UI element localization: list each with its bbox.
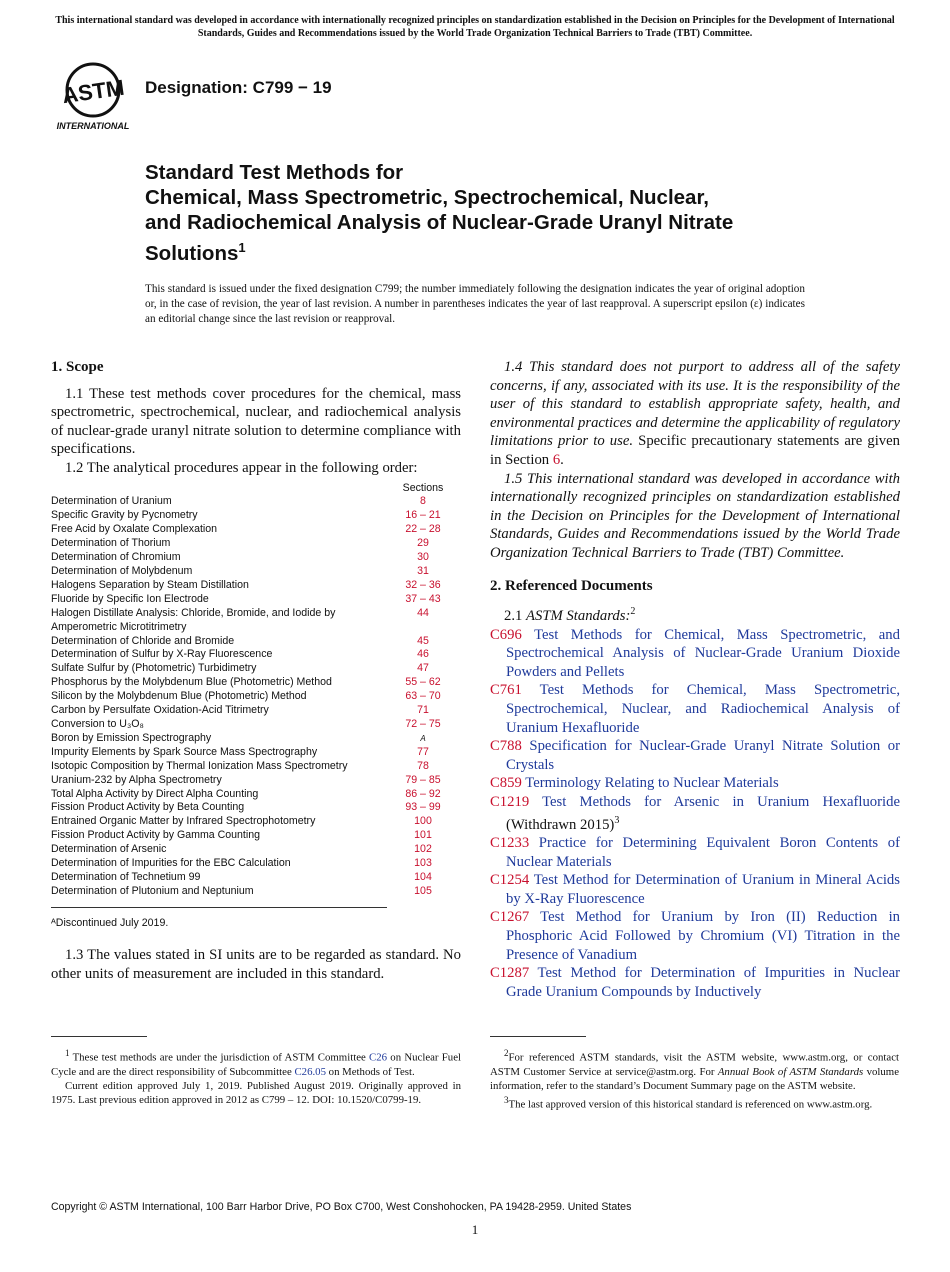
reference-note-mark: 3	[614, 814, 620, 826]
reference-code-link[interactable]: C1287	[490, 965, 530, 982]
procedure-name: Determination of Chloride and Bromide	[51, 634, 235, 647]
table-row	[51, 621, 453, 635]
sub-prefix: 2.1	[504, 608, 527, 625]
procedure-sections[interactable]: 8	[420, 495, 426, 508]
section-heading-scope: 1. Scope	[51, 359, 104, 375]
left-column	[51, 358, 461, 984]
table-row	[51, 815, 453, 829]
paragraph-1-4	[490, 358, 900, 470]
procedure-sections[interactable]: 71	[417, 704, 429, 717]
procedure-sections[interactable]: 55 – 62	[405, 676, 441, 689]
paragraph-1-5: 1.5 This international standard was developed in accordance with internationally recognized principles on standardization established in the Decision on Principles for the Development of International Standards, Guides and Recommendations issued by the World Trade Organization Technical Barriers to Trade (TBT) Committee.	[490, 470, 900, 561]
procedure-name: Conversion to U₃O₈	[51, 717, 144, 730]
paragraph-1-4-italic: 1.4 This standard does not purport to address all of the safety concerns, if any, associated with its use. It is the responsibility of the user of this standard to establish appropriate safety, health, and environmental practices and determine the applicability of regulatory limitations prior to use.	[490, 359, 900, 450]
title-footnote-mark: 1	[238, 240, 246, 255]
procedure-name: Total Alpha Activity by Direct Alpha Counting	[51, 787, 259, 800]
procedure-sections	[393, 621, 453, 635]
table-row	[51, 495, 453, 509]
title-line: Chemical, Mass Spectrometric, Spectrochemical, Nuclear,	[145, 186, 709, 209]
reference-code-link[interactable]: C1254	[490, 872, 530, 889]
procedure-name: Entrained Organic Matter by Infrared Spectrophotometry	[51, 815, 316, 828]
astm-logo	[52, 56, 134, 132]
sub-label: ASTM Standards:	[526, 608, 631, 625]
procedure-sections[interactable]: 63 – 70	[405, 690, 441, 703]
procedure-sections[interactable]: 16 – 21	[405, 509, 441, 522]
procedure-sections[interactable]: 77	[417, 745, 429, 758]
paragraph-1-1: 1.1 These test methods cover procedures for the chemical, mass spectrometric, spectrochemical, nuclear, and radiochemical analysis of nuclear-grade uranyl nitrate solution to determine compliance with specifications.	[51, 385, 461, 458]
procedure-sections[interactable]: 46	[417, 648, 429, 661]
reference-title-link[interactable]: Test Methods for Chemical, Mass Spectrometric, and Spectrochemical Analysis of Nuclear-Grade Uranium Dioxide Powders and Pellets	[506, 626, 900, 680]
procedure-sections[interactable]: 37 – 43	[405, 592, 441, 605]
table-row	[51, 871, 453, 885]
procedure-sections[interactable]: 79 – 85	[405, 773, 441, 786]
procedure-sections[interactable]: 100	[414, 815, 432, 828]
list-item	[490, 871, 900, 908]
procedure-name: Boron by Emission Spectrography	[51, 731, 212, 744]
procedure-sections[interactable]: 86 – 92	[405, 787, 441, 800]
reference-code-link[interactable]: C788	[490, 738, 522, 755]
procedure-name: Fission Product Activity by Gamma Counting	[51, 829, 261, 842]
procedure-name: Phosphorus by the Molybdenum Blue (Photometric) Method	[51, 676, 332, 689]
table-row	[51, 885, 453, 899]
footnote-1	[51, 1046, 461, 1079]
table-row	[51, 551, 453, 565]
svg-text:INTERNATIONAL: INTERNATIONAL	[56, 121, 130, 131]
footnote-mark: 3	[504, 1095, 509, 1106]
table-row	[51, 746, 453, 760]
table-note: ᴬDiscontinued July 2019.	[51, 916, 169, 929]
sections-column-header: Sections	[402, 481, 444, 494]
procedure-name: Determination of Uranium	[51, 495, 172, 508]
list-item	[490, 793, 900, 834]
committee-c26-link[interactable]: C26	[369, 1051, 388, 1064]
table-row	[51, 829, 453, 843]
reference-title-link[interactable]: Specification for Nuclear-Grade Uranyl Nitrate Solution or Crystals	[506, 738, 901, 773]
procedure-sections[interactable]: 29	[417, 537, 429, 550]
header-notice: This international standard was developed in accordance with internationally recognized principles on standardization established in the Decision on Principles for the Development of International Standards, Guides and Recommendations issued by the World Trade Organization Technical Barriers to Trade (TBT) Committee.	[55, 15, 895, 39]
table-row	[51, 704, 453, 718]
procedure-name: Determination of Thorium	[51, 537, 171, 550]
paragraph-1-2: 1.2 The analytical procedures appear in the following order:	[65, 459, 418, 476]
procedure-name: Fission Product Activity by Beta Counting	[51, 801, 245, 814]
table-row	[51, 523, 453, 537]
procedure-sections[interactable]: 72 – 75	[405, 717, 441, 730]
svg-text:ASTM: ASTM	[60, 74, 126, 109]
table-row	[51, 607, 453, 621]
table-row	[51, 579, 453, 593]
table-row	[51, 718, 453, 732]
designation: Designation: C799 − 19	[145, 78, 332, 97]
procedure-name: Determination of Arsenic	[51, 843, 167, 856]
procedure-name: Specific Gravity by Pycnometry	[51, 509, 198, 522]
procedure-name: Sulfate Sulfur by (Photometric) Turbidimetry	[51, 662, 257, 675]
footnotes-right	[490, 1046, 899, 1112]
footnote-text: The last approved version of this historical standard is referenced on www.astm.org.	[508, 1098, 873, 1111]
reference-title-link[interactable]: Test Methods for Chemical, Mass Spectrometric, Spectrochemical, Nuclear, and Radiochemical Analysis of Uranium Hexafluoride	[506, 682, 900, 736]
table-row	[51, 857, 453, 871]
footnote-italic: Annual Book of ASTM Standards	[717, 1065, 864, 1078]
reference-list	[490, 626, 900, 1002]
sub-footnote-mark: 2	[630, 606, 636, 618]
reference-title-link[interactable]: Terminology Relating to Nuclear Materials	[525, 775, 779, 792]
table-row	[51, 537, 453, 551]
procedure-name: Determination of Molybdenum	[51, 565, 193, 577]
table-row	[51, 593, 453, 607]
procedure-name: Determination of Technetium 99	[51, 870, 201, 883]
copyright: Copyright © ASTM International, 100 Barr Harbor Drive, PO Box C700, West Conshohocken, PA 19428-2959. United States	[51, 1201, 632, 1213]
procedure-sections[interactable]: 103	[414, 857, 432, 870]
procedure-name: Impurity Elements by Spark Source Mass Spectrography	[51, 745, 318, 758]
reference-code-link[interactable]: C761	[490, 682, 522, 699]
reference-code-link[interactable]: C1267	[490, 909, 530, 926]
list-item	[490, 626, 900, 682]
procedure-name: Determination of Sulfur by X-Ray Fluorescence	[51, 648, 273, 661]
list-item	[490, 964, 900, 1001]
table-row	[51, 760, 453, 774]
procedure-name: Free Acid by Oxalate Complexation	[51, 523, 218, 536]
procedure-sections[interactable]: 44	[417, 606, 429, 619]
list-item	[490, 681, 900, 737]
list-item	[490, 774, 900, 793]
procedure-name: Determination of Plutonium and Neptunium	[51, 884, 254, 897]
reference-title-link[interactable]: Test Method for Determination of Uranium in Mineral Acids by X-Ray Fluorescence	[506, 872, 900, 907]
reference-title-link[interactable]: Test Method for Uranium by Iron (II) Reduction in Phosphoric Acid Followed by Chromium (VI) Titration in the Presence of Vanadium	[506, 909, 900, 963]
procedure-sections[interactable]: 22 – 28	[405, 523, 441, 536]
reference-title-link[interactable]: Practice for Determining Equivalent Boron Contents of Nuclear Materials	[506, 835, 900, 870]
reference-code-link[interactable]: C1219	[490, 793, 530, 810]
procedure-name: Halogens Separation by Steam Distillation	[51, 578, 249, 591]
footnote-rule-left	[51, 1036, 147, 1037]
title-line: and Radiochemical Analysis of Nuclear-Grade Uranyl Nitrate	[145, 211, 734, 234]
procedure-name: Halogen Distillate Analysis: Chloride, Bromide, and Iodide by	[51, 606, 336, 619]
procedure-sections[interactable]: 32 – 36	[405, 578, 441, 591]
procedure-name: Uranium-232 by Alpha Spectrometry	[51, 773, 222, 786]
procedure-sections[interactable]: 78	[417, 759, 429, 772]
table-row	[51, 662, 453, 676]
footnote-text: volume information, refer to the standard’s Document Summary page on the ASTM website.	[490, 1065, 899, 1092]
right-column	[490, 358, 900, 1001]
edition-note: Current edition approved July 1, 2019. Published August 2019. Originally approved in 1975. Last previous edition approved in 2012 as C799 – 12. DOI: 10.1520/C0799-19.	[51, 1080, 461, 1107]
reference-code-link[interactable]: C859	[490, 775, 522, 792]
procedure-sections[interactable]: 104	[414, 870, 432, 883]
list-item	[490, 908, 900, 964]
procedure-name: Determination of Impurities for the EBC Calculation	[51, 857, 291, 870]
table-row	[51, 565, 453, 579]
footnote-3	[490, 1093, 899, 1112]
table-row	[51, 732, 453, 746]
table-row	[51, 648, 453, 662]
title-line: Standard Test Methods for	[145, 161, 404, 184]
procedure-name: Determination of Chromium	[51, 551, 181, 564]
table-row	[51, 690, 453, 704]
reference-title-link[interactable]: Test Method for Determination of Impurities in Nuclear Grade Uranium Compounds by Inductively	[506, 965, 900, 1000]
procedure-name: Carbon by Persulfate Oxidation-Acid Titrimetry	[51, 704, 269, 717]
subcommittee-c26-05-link[interactable]: C26.05	[294, 1065, 326, 1078]
footnote-text: For referenced ASTM standards, visit the ASTM website, www.astm.org, or contact ASTM Customer Service at service@astm.org. For	[490, 1051, 899, 1078]
table-row	[51, 801, 453, 815]
procedure-sections[interactable]: 93 – 99	[405, 801, 441, 814]
procedure-sections: A	[420, 733, 426, 743]
procedure-name: Fluoride by Specific Ion Electrode	[51, 592, 209, 605]
reference-note: (Withdrawn 2015)	[506, 816, 615, 833]
list-item	[490, 834, 900, 871]
footnote-mark: 2	[504, 1048, 509, 1058]
section-heading-referenced-documents: 2. Referenced Documents	[490, 577, 653, 594]
table-row	[51, 635, 453, 649]
reference-code-link[interactable]: C1233	[490, 835, 530, 852]
footnote-text: on Nuclear Fuel Cycle and are the direct responsibility of Subcommittee	[51, 1051, 461, 1078]
table-row	[51, 788, 453, 802]
procedure-sections[interactable]: 31	[417, 565, 429, 577]
procedure-sections[interactable]: 101	[414, 829, 432, 842]
procedure-sections[interactable]: 47	[417, 662, 429, 675]
procedure-sections[interactable]: 45	[417, 634, 429, 647]
procedure-name: Amperometric Microtitrimetry	[51, 620, 187, 633]
list-item	[490, 737, 900, 774]
table-rule	[51, 907, 387, 908]
section-6-link[interactable]: 6	[552, 451, 561, 468]
table-row	[51, 676, 453, 690]
reference-code-link[interactable]: C696	[490, 626, 522, 643]
footnote-text: These test methods are under the jurisdiction of ASTM Committee	[69, 1051, 370, 1064]
procedure-name: Silicon by the Molybdenum Blue (Photometric) Method	[51, 690, 307, 703]
procedure-sections[interactable]: 102	[414, 843, 432, 856]
paragraph-1-4-tail: Specific precautionary statements are given in Section	[490, 433, 901, 468]
procedures-table	[51, 482, 453, 899]
reference-title-link[interactable]: Test Methods for Arsenic in Uranium Hexafluoride	[542, 793, 900, 810]
footnote-text: on Methods of Test.	[325, 1065, 415, 1078]
page-title	[145, 160, 865, 266]
table-row	[51, 509, 453, 523]
period: .	[560, 451, 564, 468]
footnote-mark: 1	[65, 1048, 70, 1058]
paragraph-1-3: 1.3 The values stated in SI units are to be regarded as standard. No other units of measurement are included in this standard.	[51, 947, 461, 982]
astm-standards-label	[490, 603, 900, 625]
footnote-rule-right	[490, 1036, 586, 1037]
footnotes-left	[51, 1046, 461, 1107]
procedure-sections[interactable]: 30	[417, 551, 429, 564]
title-line: Solutions	[145, 241, 239, 265]
procedure-name: Isotopic Composition by Thermal Ionization Mass Spectrometry	[51, 759, 348, 772]
table-row	[51, 843, 453, 857]
issuance-statement: This standard is issued under the fixed designation C799; the number immediately following the designation indicates the year of original adoption or, in the case of revision, the year of last revision. A number in parentheses indicates the year of last reapproval. A superscript epsilon (ε) indicates an editorial change since the last revision or reapproval.	[145, 283, 805, 325]
footnote-2	[490, 1046, 899, 1093]
page-number: 1	[471, 1222, 479, 1237]
table-row	[51, 774, 453, 788]
procedure-sections[interactable]: 105	[414, 884, 432, 897]
